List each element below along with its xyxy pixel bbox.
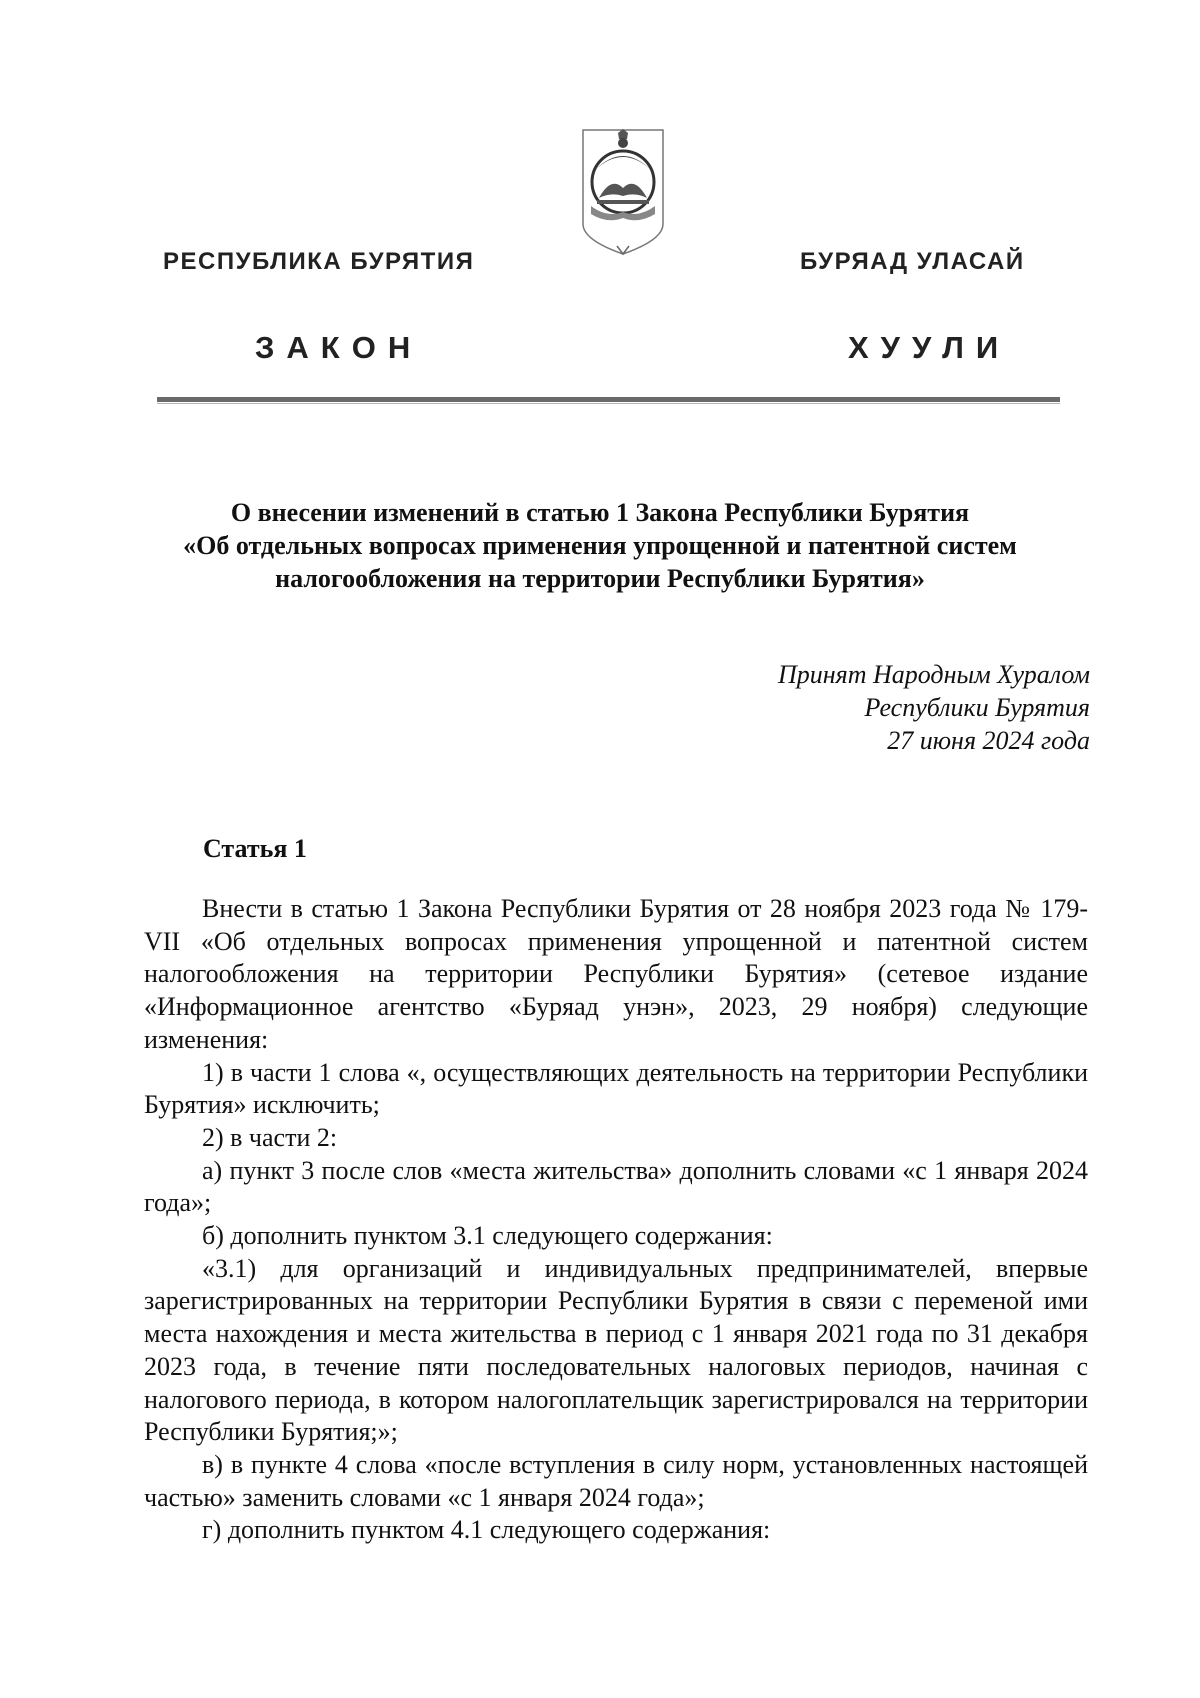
body-paragraph: в) в пункте 4 слова «после вступления в силу норм, установленных настоящей частью» заменить словами «с 1 января 2024 года»;: [144, 1449, 1088, 1512]
article-heading: Статья 1: [203, 834, 307, 863]
buryatia-coat-of-arms-icon: [577, 126, 669, 260]
adoption-note-line: Республики Бурятия: [864, 693, 1090, 722]
body-paragraph: г) дополнить пунктом 4.1 следующего содержания:: [202, 1515, 771, 1545]
adoption-note-line: Принят Народным Хуралом: [777, 660, 1090, 689]
law-title-line: налогообложения на территории Республики Бурятия»: [275, 564, 925, 593]
law-title-line: «Об отдельных вопросах применения упрощенной и патентной систем: [183, 531, 1017, 560]
body-paragraph: б) дополнить пунктом 3.1 следующего содержания:: [202, 1221, 773, 1251]
body-paragraph: 2) в части 2:: [202, 1122, 338, 1152]
article-body: [144, 893, 1088, 1547]
republic-name-russian: РЕСПУБЛИКА БУРЯТИЯ: [163, 248, 475, 275]
law-title: [130, 496, 1070, 595]
law-title-line: О внесении изменений в статью 1 Закона Республики Бурятия: [230, 498, 970, 527]
body-paragraph: Внести в статью 1 Закона Республики Бурятия от 28 ноября 2023 года № 179-VII «Об отдельных вопросах применения упрощенной и патентной систем налогообложения на территории Республики Бурятия» (сетевое издание «Информационное агентство «Буряад унэн», 2023, 29 ноября) следующие изменения:: [144, 894, 1088, 1054]
adoption-date: 27 июня 2024 года: [887, 726, 1090, 755]
adoption-note: [640, 658, 1090, 757]
header-divider-thin: [157, 403, 1060, 404]
header-divider: [157, 397, 1060, 402]
body-paragraph: «3.1) для организаций и индивидуальных предпринимателей, впервые зарегистрированных на территории Республики Бурятия в связи с переменой ими места нахождения и места жительства в период с 1 января 2021 года по 31 декабря 2023 года, в течение пяти последовательных налоговых периодов, начиная с налогового периода, в котором налогоплательщик зарегистрировался на территории Республики Бурятия;»;: [144, 1253, 1088, 1447]
law-heading-russian: ЗАКОН: [255, 330, 423, 365]
body-paragraph: а) пункт 3 после слов «места жительства» дополнить словами «с 1 января 2024 года»;: [144, 1155, 1088, 1218]
body-paragraph: 1) в части 1 слова «, осуществляющих деятельность на территории Республики Бурятия» исключить;: [144, 1057, 1088, 1120]
republic-name-buryat: БУРЯАД УЛАСАЙ: [800, 248, 1025, 275]
law-heading-buryat: ХУУЛИ: [848, 330, 1011, 365]
